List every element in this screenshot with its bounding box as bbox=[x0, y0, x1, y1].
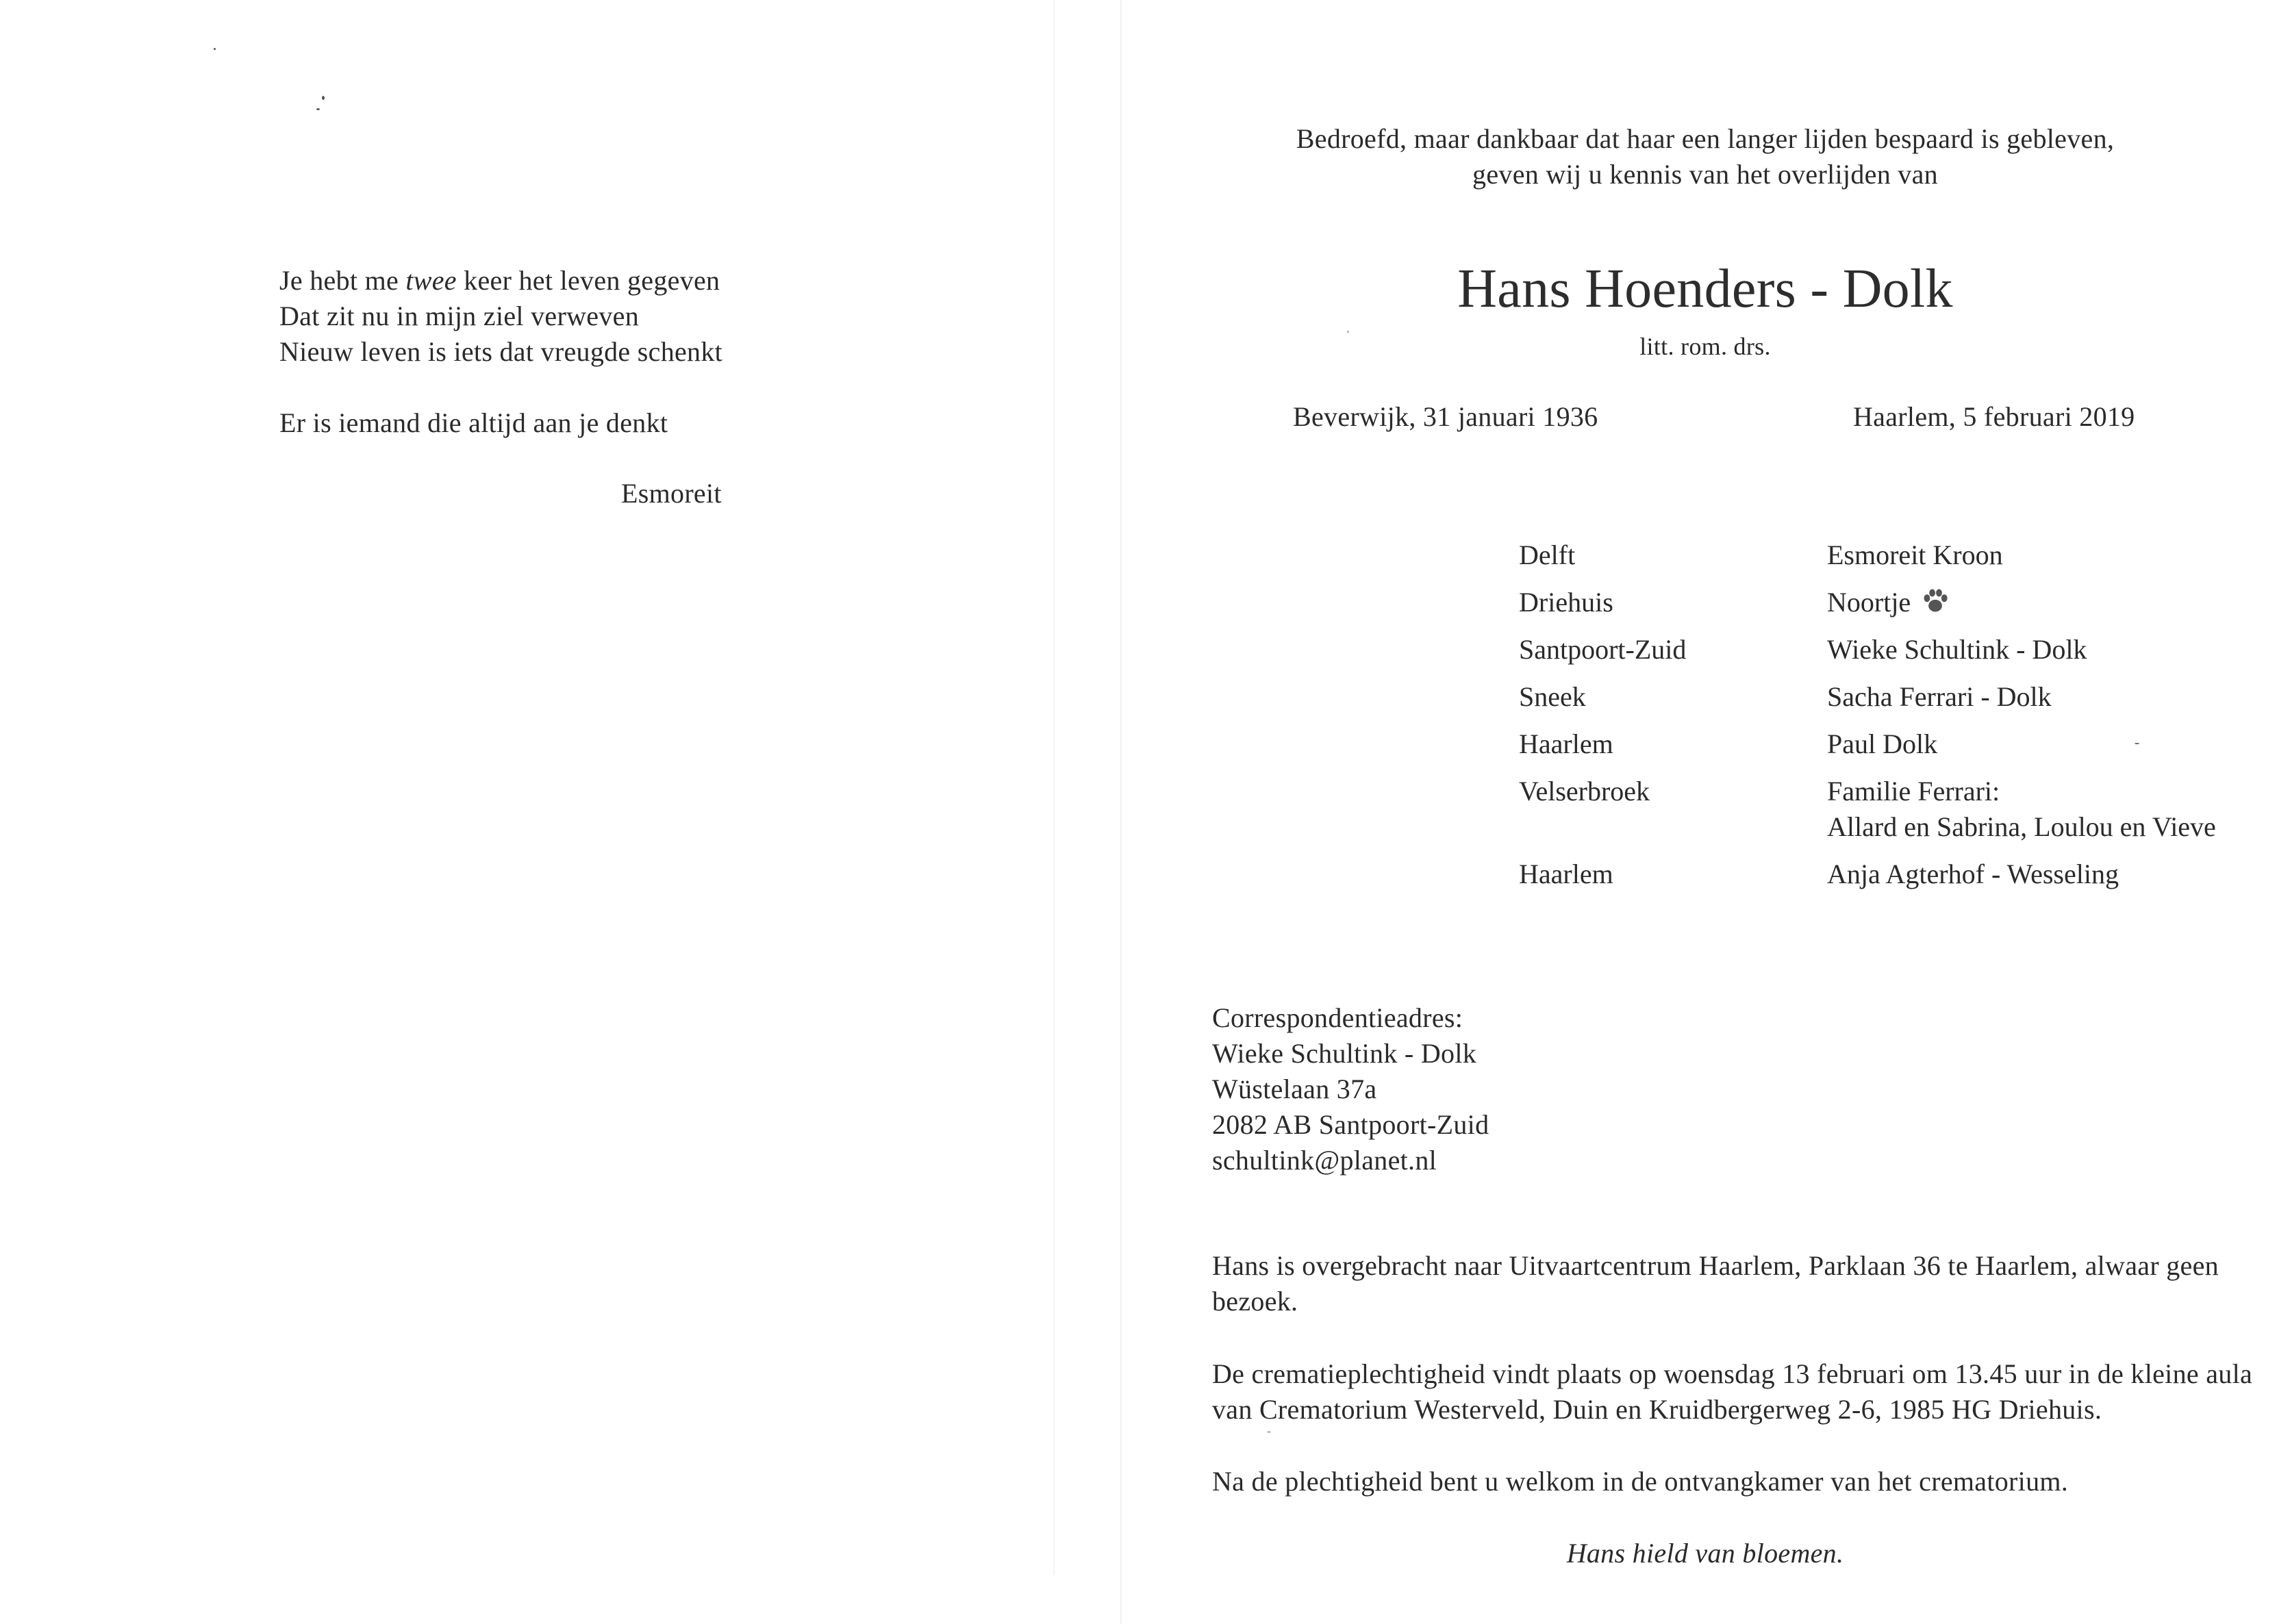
family-row bbox=[1519, 537, 2216, 573]
birth-place-date: Beverwijk, 31 januari 1936 bbox=[1293, 401, 1598, 432]
poem bbox=[279, 263, 722, 441]
family-place: Santpoort-Zuid bbox=[1519, 634, 1687, 665]
address-street: Wüstelaan 37a bbox=[1212, 1074, 1377, 1104]
poem-line-1: Je hebt me twee keer het leven gegeven bbox=[279, 265, 720, 296]
address-name: Wieke Schultink - Dolk bbox=[1212, 1038, 1477, 1069]
announcement-intro bbox=[1120, 121, 2290, 192]
family-row bbox=[1519, 632, 2216, 668]
death-place-date: Haarlem, 5 februari 2019 bbox=[1853, 401, 2135, 432]
intro-line-2: geven wij u kennis van het overlijden van bbox=[1472, 159, 1938, 190]
family-place: Sneek bbox=[1519, 681, 1586, 712]
poem-line-4: Er is iemand die altijd aan je denkt bbox=[279, 407, 668, 438]
poem-line-3: Nieuw leven is iets dat vreugde schenkt bbox=[279, 336, 723, 367]
family-row bbox=[1519, 857, 2216, 892]
family-place: Velserbroek bbox=[1519, 776, 1650, 807]
family-names: Anja Agterhof - Wesseling bbox=[1827, 859, 2119, 889]
poem-line-2: Dat zit nu in mijn ziel verweven bbox=[279, 301, 639, 331]
reception-notice: Na de plechtigheid bent u welkom in de ontvangkamer van het crematorium. bbox=[1212, 1466, 2069, 1497]
family-row bbox=[1519, 585, 2216, 620]
family-row bbox=[1519, 679, 2216, 715]
family-names: Esmoreit Kroon bbox=[1827, 540, 2003, 570]
family-place: Delft bbox=[1519, 540, 1576, 570]
poem-emphasis: twee bbox=[405, 265, 457, 296]
address-city: 2082 AB Santpoort-Zuid bbox=[1212, 1109, 1489, 1140]
ceremony-notice: De crematieplechtigheid vindt plaats op woensdag 13 februari om 13.45 uur in de kleine aula van Crematorium Westerveld, Duin en Kruidbergerweg 2-6, 1985 HG Driehuis. bbox=[1212, 1358, 2253, 1425]
family-list bbox=[1519, 537, 2216, 904]
family-names: Sacha Ferrari - Dolk bbox=[1827, 681, 2052, 712]
address-label: Correspondentieadres: bbox=[1212, 1002, 1463, 1033]
closing-line: Hans hield van bloemen. bbox=[1566, 1538, 1844, 1569]
right-page bbox=[1120, 0, 2290, 1624]
family-row bbox=[1519, 774, 2216, 845]
intro-line-1: Bedroefd, maar dankbaar dat haar een langer lijden bespaard is gebleven, bbox=[1296, 123, 2115, 154]
family-names: Familie Ferrari: Allard en Sabrina, Loulou en Vieve bbox=[1827, 776, 2216, 842]
academic-titles: litt. rom. drs. bbox=[1639, 333, 1771, 360]
paw-print-icon bbox=[1920, 585, 1950, 616]
family-names: Noortje bbox=[1827, 585, 1950, 620]
address-email: schultink@planet.nl bbox=[1212, 1145, 1437, 1176]
family-names: Paul Dolk bbox=[1827, 728, 1938, 759]
family-names: Wieke Schultink - Dolk bbox=[1827, 634, 2087, 665]
family-place: Haarlem bbox=[1519, 859, 1613, 889]
correspondence-address bbox=[1212, 1000, 1489, 1178]
deceased-name: Hans Hoenders - Dolk bbox=[1457, 259, 1953, 319]
left-page bbox=[0, 0, 1120, 1624]
family-place: Haarlem bbox=[1519, 728, 1613, 759]
family-place: Driehuis bbox=[1519, 587, 1613, 618]
transfer-notice: Hans is overgebracht naar Uitvaartcentrum Haarlem, Parklaan 36 te Haarlem, alwaar geen bezoek. bbox=[1212, 1250, 2219, 1317]
poem-signature: Esmoreit bbox=[621, 478, 722, 509]
family-row bbox=[1519, 726, 2216, 762]
